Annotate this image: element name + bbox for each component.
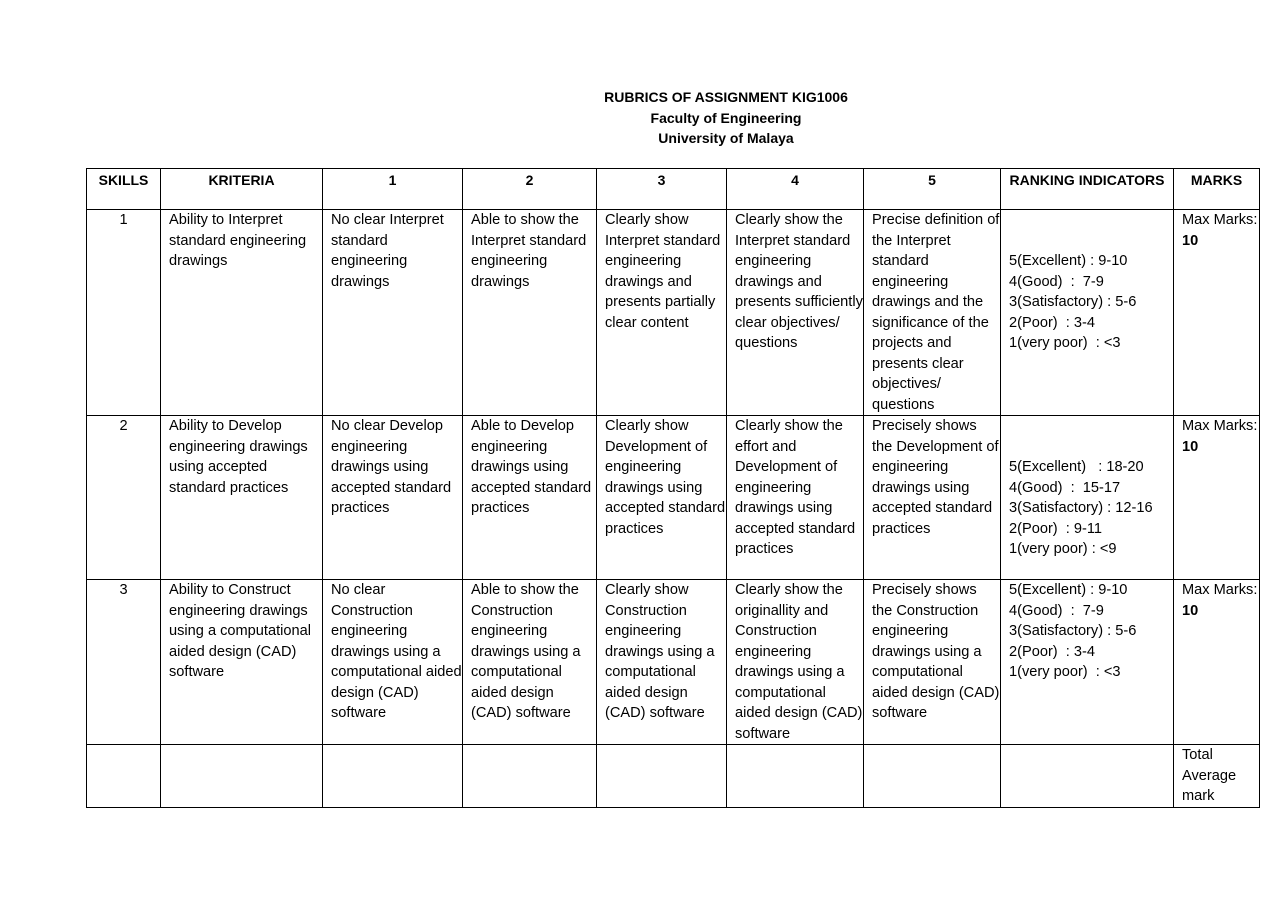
level-4-cell: Clearly show the Interpret standard engineering drawings and presents sufficiently clear objectives/ questions <box>727 210 864 416</box>
level-1-cell: No clear Develop engineering drawings using accepted standard practices <box>323 416 463 580</box>
criteria-cell: Ability to Develop engineering drawings using accepted standard practices <box>161 416 323 580</box>
criteria-cell: Ability to Interpret standard engineering drawings <box>161 210 323 416</box>
header-level-1: 1 <box>323 169 463 210</box>
criteria-cell: Ability to Construct engineering drawings using a computational aided design (CAD) software <box>161 580 323 745</box>
table-row <box>87 210 1260 416</box>
marks-cell <box>1174 416 1260 580</box>
empty-cell <box>463 745 597 808</box>
header-skills: SKILLS <box>87 169 161 210</box>
level-3-cell: Clearly show Construction engineering drawings using a computational aided design (CAD) software <box>597 580 727 745</box>
empty-cell <box>864 745 1001 808</box>
level-3-cell: Clearly show Development of engineering drawings using accepted standard practices <box>597 416 727 580</box>
skill-number: 1 <box>87 210 161 416</box>
header-level-4: 4 <box>727 169 864 210</box>
level-5-cell: Precisely shows the Construction engineering drawings using a computational aided design (CAD) software <box>864 580 1001 745</box>
max-marks-label: Max Marks: <box>1182 582 1258 598</box>
ranking-cell <box>1001 580 1174 745</box>
max-marks-label: Max Marks: <box>1182 212 1258 228</box>
university-name: University of Malaya <box>658 130 794 146</box>
document-heading <box>0 87 1280 149</box>
header-level-3: 3 <box>597 169 727 210</box>
ranking-cell <box>1001 416 1174 580</box>
level-1-cell: No clear Construction engineering drawings using a computational aided design (CAD) software <box>323 580 463 745</box>
level-5-cell: Precisely shows the Development of engineering drawings using accepted standard practices <box>864 416 1001 580</box>
header-marks: MARKS <box>1174 169 1260 210</box>
level-5-cell: Precise definition of the Interpret standard engineering drawings and the significance of the projects and presents clear objectives/ questions <box>864 210 1001 416</box>
empty-cell <box>1001 745 1174 808</box>
empty-cell <box>597 745 727 808</box>
table-row <box>87 416 1260 580</box>
empty-cell <box>87 745 161 808</box>
max-marks-label: Max Marks: <box>1182 418 1258 434</box>
marks-cell <box>1174 210 1260 416</box>
skill-number: 3 <box>87 580 161 745</box>
skill-number: 2 <box>87 416 161 580</box>
marks-cell <box>1174 580 1260 745</box>
level-4-cell: Clearly show the originallity and Construction engineering drawings using a computational aided design (CAD) software <box>727 580 864 745</box>
total-average-mark-label: Total Average mark <box>1174 745 1260 808</box>
table-row <box>87 580 1260 745</box>
empty-cell <box>323 745 463 808</box>
level-4-cell: Clearly show the effort and Development of engineering drawings using accepted standard practices <box>727 416 864 580</box>
ranking-indicators: 5(Excellent) : 9-10 4(Good) : 7-9 3(Satisfactory) : 5-6 2(Poor) : 3-4 1(very poor) : <3 <box>1009 253 1137 351</box>
rubric-table <box>86 168 1260 808</box>
header-level-5: 5 <box>864 169 1001 210</box>
max-marks-value: 10 <box>1182 232 1199 249</box>
document-title: RUBRICS OF ASSIGNMENT KIG1006 <box>604 89 848 105</box>
empty-cell <box>727 745 864 808</box>
faculty-name: Faculty of Engineering <box>650 109 802 126</box>
level-3-cell: Clearly show Interpret standard engineering drawings and presents partially clear content <box>597 210 727 416</box>
level-2-cell: Able to Develop engineering drawings using accepted standard practices <box>463 416 597 580</box>
ranking-cell <box>1001 210 1174 416</box>
level-1-cell: No clear Interpret standard engineering drawings <box>323 210 463 416</box>
ranking-indicators: 5(Excellent) : 9-10 4(Good) : 7-9 3(Satisfactory) : 5-6 2(Poor) : 3-4 1(very poor) : <3 <box>1009 582 1137 680</box>
header-row <box>87 169 1260 210</box>
ranking-indicators: 5(Excellent) : 18-20 4(Good) : 15-17 3(Satisfactory) : 12-16 2(Poor) : 9-11 1(very poor) : <9 <box>1009 459 1153 557</box>
max-marks-value: 10 <box>1182 438 1199 455</box>
empty-cell <box>161 745 323 808</box>
max-marks-value: 10 <box>1182 602 1199 619</box>
header-level-2: 2 <box>463 169 597 210</box>
level-2-cell: Able to show the Construction engineering drawings using a computational aided design (CAD) software <box>463 580 597 745</box>
header-kriteria: KRITERIA <box>161 169 323 210</box>
level-2-cell: Able to show the Interpret standard engineering drawings <box>463 210 597 416</box>
total-row <box>87 745 1260 808</box>
header-ranking-indicators: RANKING INDICATORS <box>1001 169 1174 210</box>
